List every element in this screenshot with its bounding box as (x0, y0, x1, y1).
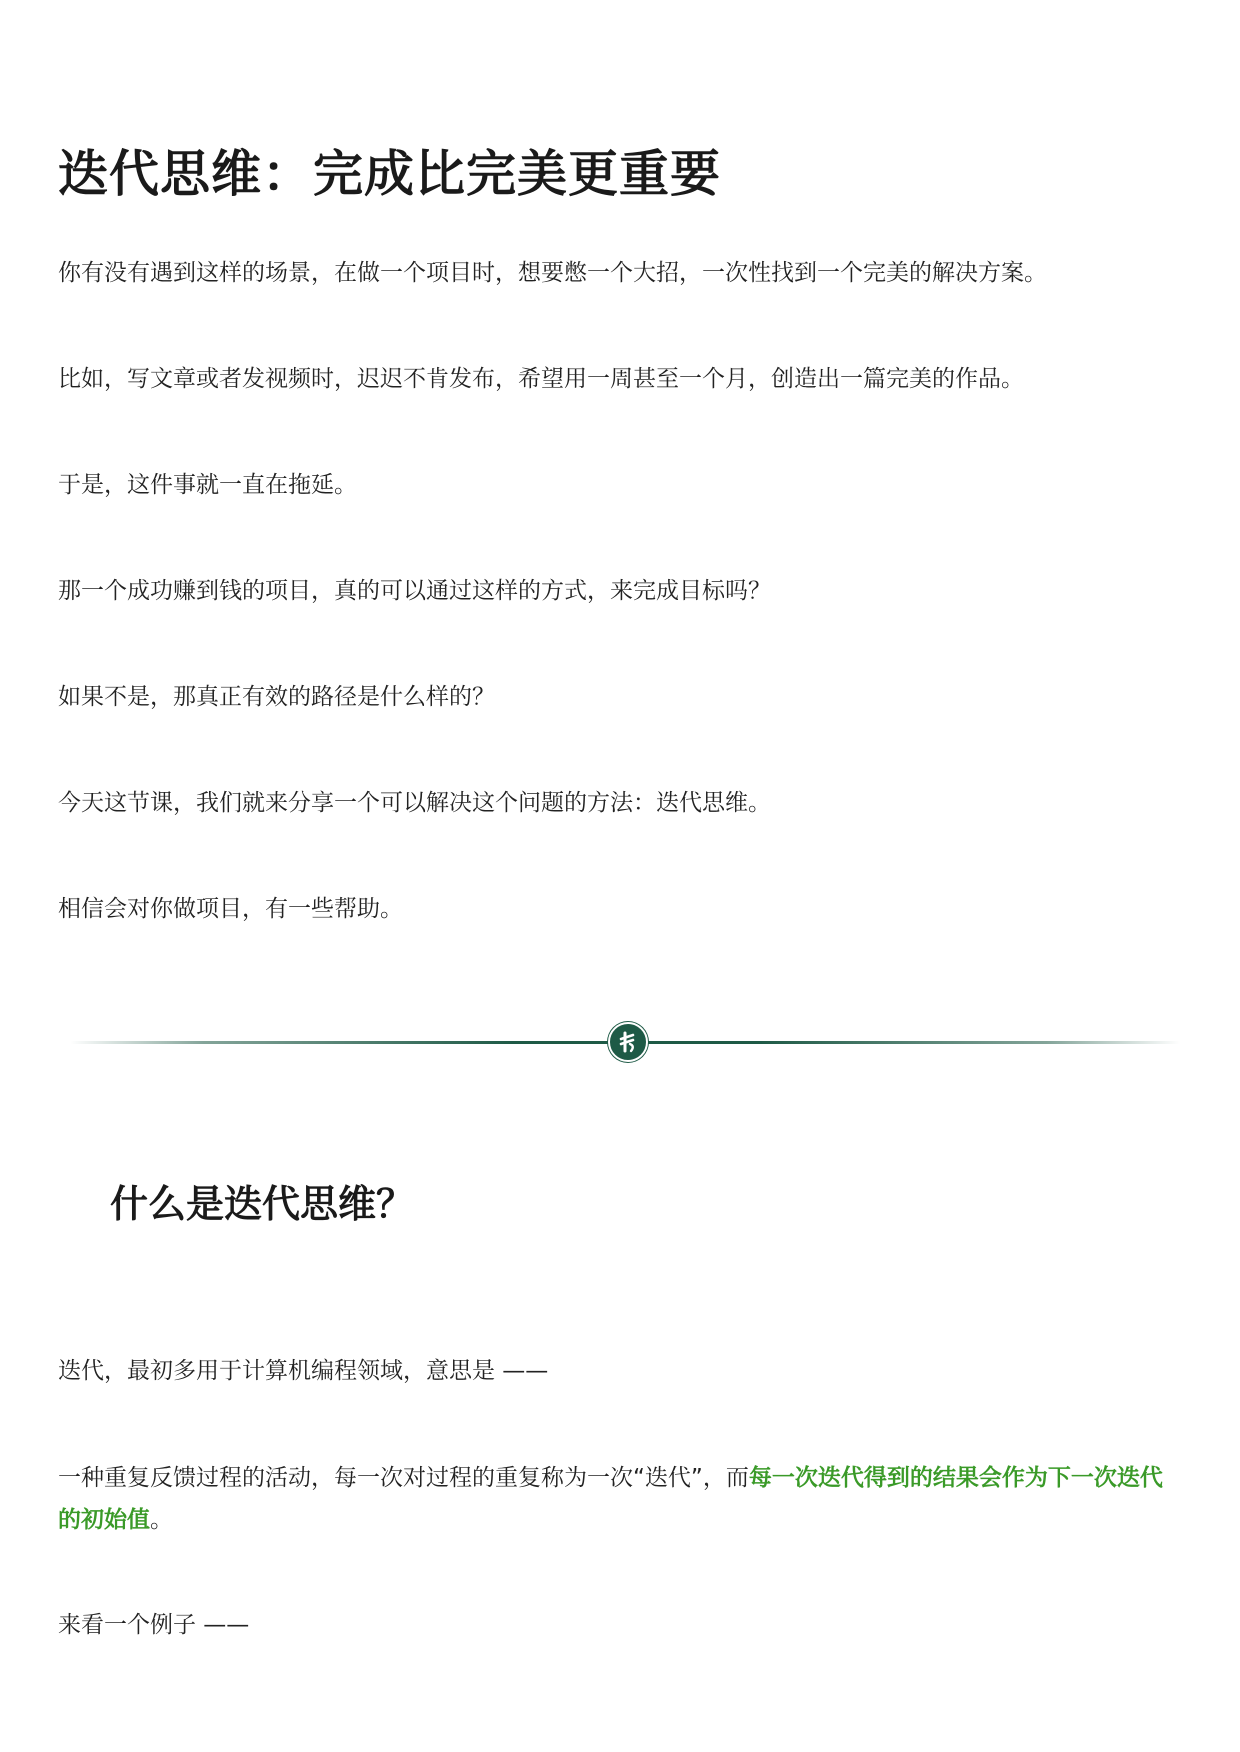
intro-paragraph-4: 那一个成功赚到钱的项目，真的可以通过这样的方式，来完成目标吗？ (58, 578, 771, 604)
currency-sign-glyph (610, 1024, 646, 1060)
section-paragraph-2 (58, 1457, 1178, 1541)
section-paragraph-1: 迭代，最初多用于计算机编程领域，意思是 —— (58, 1358, 549, 1384)
intro-paragraph-3: 于是，这件事就一直在拖延。 (58, 472, 357, 498)
intro-paragraph-7: 相信会对你做项目，有一些帮助。 (58, 896, 403, 922)
highlighted-definition: 每一次迭代得到的结果会作为下一次迭代的初始值 (58, 1465, 1163, 1533)
section-heading: 什么是迭代思维？ (110, 1182, 415, 1226)
intro-paragraph-1: 你有没有遇到这样的场景，在做一个项目时，想要憋一个大招，一次性找到一个完美的解决方案。 (58, 260, 1047, 286)
definition-end-punctuation: 。 (150, 1507, 173, 1533)
currency-sign-icon (608, 1022, 648, 1062)
article-title: 迭代思维：完成比完美更重要 (58, 145, 721, 203)
definition-text: 一种重复反馈过程的活动，每一次对过程的重复称为一次“迭代”，而 (58, 1465, 749, 1491)
intro-paragraph-5: 如果不是，那真正有效的路径是什么样的？ (58, 684, 495, 710)
intro-paragraph-2: 比如，写文章或者发视频时，迟迟不肯发布，希望用一周甚至一个月，创造出一篇完美的作品。 (58, 366, 1024, 392)
section-paragraph-3: 来看一个例子 —— (58, 1612, 250, 1638)
section-divider (70, 1020, 1180, 1064)
intro-paragraph-6: 今天这节课，我们就来分享一个可以解决这个问题的方法：迭代思维。 (58, 790, 771, 816)
